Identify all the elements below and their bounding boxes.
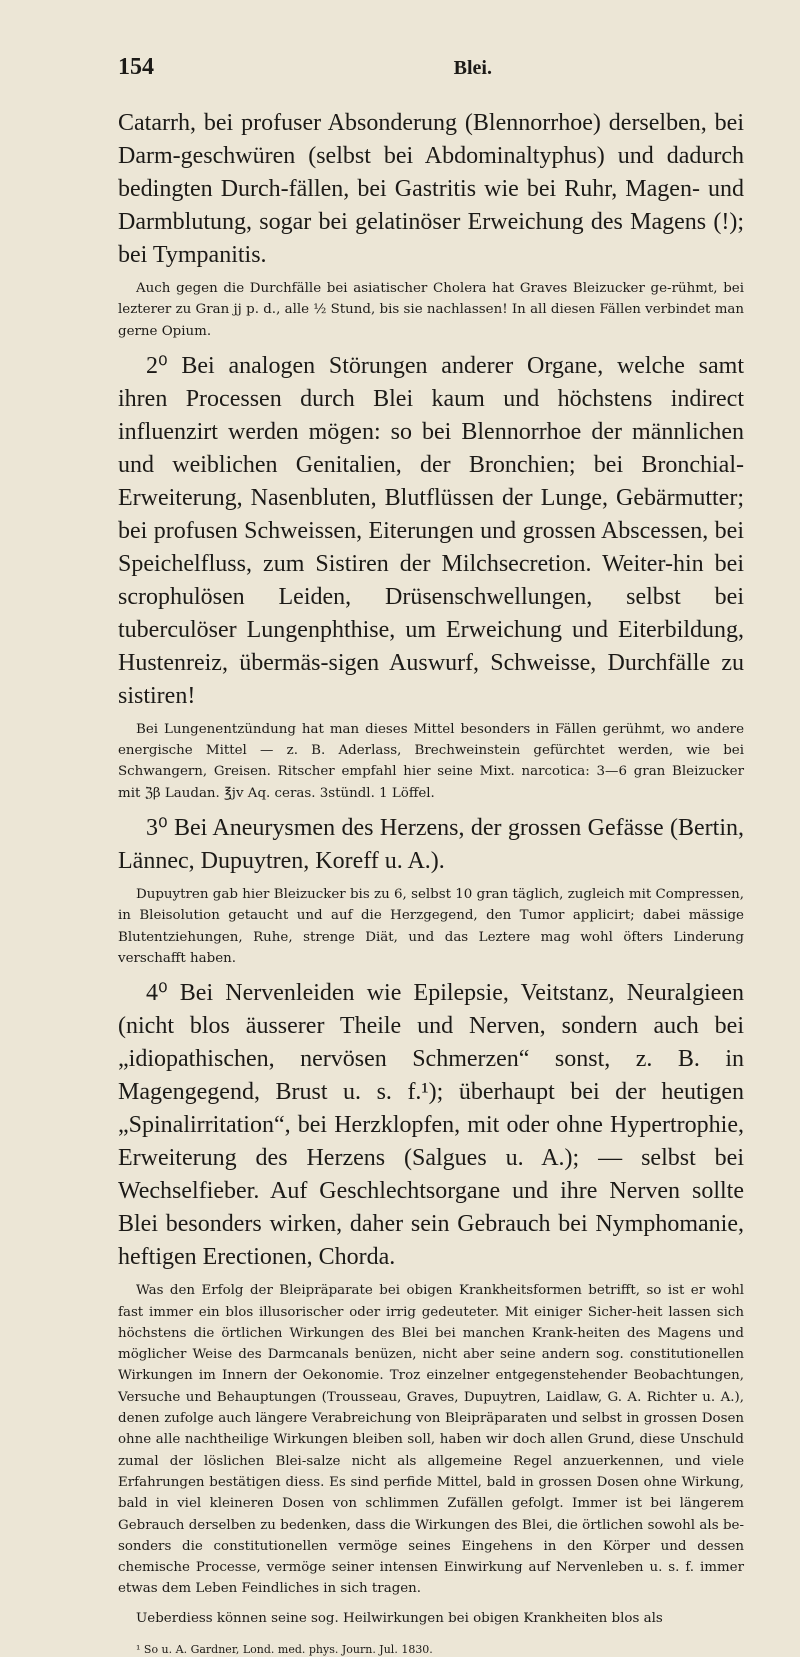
- note-erfolg: Was den Erfolg der Bleipräparate bei obigen Krankheitsformen betrifft, so ist er wohl fast immer ein blos illusorischer oder irrig gedeuteter. Mit einiger Sicher-heit lassen sich höchstens die örtlichen Wirkungen des Blei bei manchen Krank-heiten des Magens und möglicher Weise des Darmcanals benüzen, nicht aber seine andern sog. constitutionellen Wirkungen im Innern der Oekonomie. Troz einzelner entgegenstehender Beobachtungen, Versuche und Behauptungen (Trousseau, Graves, Dupuytren, Laidlaw, G. A. Richter u. A.), denen zufolge auch längere Verabreichung von Bleipräparaten und selbst in grossen Dosen ohne alle nachtheilige Wirkungen bleiben soll, haben wir doch allen Grund, diese Unschuld zumal der löslichen Blei-salze nicht als allgemeine Regel anzuerkennen, und viele Erfahrungen bestätigen diess. Es sind perfide Mittel, bald in grossen Dosen ohne Wirkung, bald in viel kleineren Dosen von schlimmen Zufällen gefolgt. Immer ist bei längerem Gebrauch derselben zu bedenken, dass die Wirkungen des Blei, die örtlichen sowohl als be-sonders die constitutionellen vermöge seines Eingehens in den Körper und dessen chemische Processe, vermöge seiner intensen Einwirkung auf Nervenleben u. s. f. immer etwas dem Leben Feindliches in sich tragen.: [118, 1283, 744, 1597]
- paragraph-section-2: 2⁰ Bei analogen Störungen anderer Organe, welche samt ihren Processen durch Blei kaum und höchstens indirect influenzirt werden mögen: so bei Blennorrhoe der männlichen und weiblichen Genitalien, der Bronchien; bei Bronchial-Erweiterung, Nasenbluten, Blutflüssen der Lunge, Gebärmutter; bei profusen Schweissen, Eiterungen und grossen Abscessen, bei Speichelfluss, zum Sistiren der Milchsecretion. Weiter-hin bei scrophulösen Leiden, Drüsenschwellungen, selbst bei tuberculöser Lungenphthise, um Erweichung und Eiterbildung, Hustenreiz, übermäs-sigen Auswurf, Schweisse, Durchfälle zu sistiren!: [118, 352, 744, 709]
- footnote: ¹ So u. A. Gardner, Lond. med. phys. Journ. Jul. 1830.: [136, 1643, 433, 1657]
- running-head: Blei.: [453, 57, 492, 79]
- paragraph-catarrh: Catarrh, bei profuser Absonderung (Blennorrhoe) derselben, bei Darm-geschwüren (selbst bei Abdominaltyphus) und dadurch bedingten Durch-fällen, bei Gastritis wie bei Ruhr, Magen- und Darmblutung, sogar bei gelatinöser Erweichung des Magens (!); bei Tympanitis.: [118, 110, 744, 268]
- page-header: [118, 54, 744, 81]
- note-ueberdiess: Ueberdiess können seine sog. Heilwirkungen bei obigen Krankheiten blos als: [136, 1610, 663, 1626]
- note-cholera: Auch gegen die Durchfälle bei asiatischer Cholera hat Graves Bleizucker ge-rühmt, bei lezterer zu Gran jj p. d., alle ½ Stund, bis sie nachlassen! In all diesen Fällen verbindet man gerne Opium.: [118, 281, 744, 339]
- note-dupuytren: Dupuytren gab hier Bleizucker bis zu 6, selbst 10 gran täglich, zugleich mit Compressen, in Bleisolution getaucht und auf die Herzgegend, den Tumor applicirt; dabei mässige Blutentziehungen, Ruhe, strenge Diät, und das Leztere mag wohl öfters Linderung verschafft haben.: [118, 887, 744, 966]
- paragraph-section-4: 4⁰ Bei Nervenleiden wie Epilepsie, Veitstanz, Neuralgieen (nicht blos äusserer Theile und Nerven, sondern auch bei „idiopathischen, nervösen Schmerzen“ sonst, z. B. in Magengegend, Brust u. s. f.¹); überhaupt bei der heutigen „Spinalirritation“, bei Herzklopfen, mit oder ohne Hypertrophie, Erweiterung des Herzens (Salgues u. A.); — selbst bei Wechselfieber. Auf Geschlechtsorgane und ihre Nerven sollte Blei besonders wirken, daher sein Gebrauch bei Nymphomanie, heftigen Erectionen, Chorda.: [118, 980, 744, 1271]
- note-lungenentzuendung: Bei Lungenentzündung hat man dieses Mittel besonders in Fällen gerühmt, wo andere energische Mittel — z. B. Aderlass, Brechweinstein gefürchtet werden, wie bei Schwangern, Greisen. Ritscher empfahl hier seine Mixt. narcotica: 3—6 gran Bleizucker mit ℨβ Laudan. ℥jv Aq. ceras. 3stündl. 1 Löffel.: [118, 721, 744, 801]
- paragraph-section-3: 3⁰ Bei Aneurysmen des Herzens, der grossen Gefässe (Bertin, Lännec, Dupuytren, Koreff u. A.).: [118, 815, 744, 875]
- page-number: 154: [118, 54, 154, 80]
